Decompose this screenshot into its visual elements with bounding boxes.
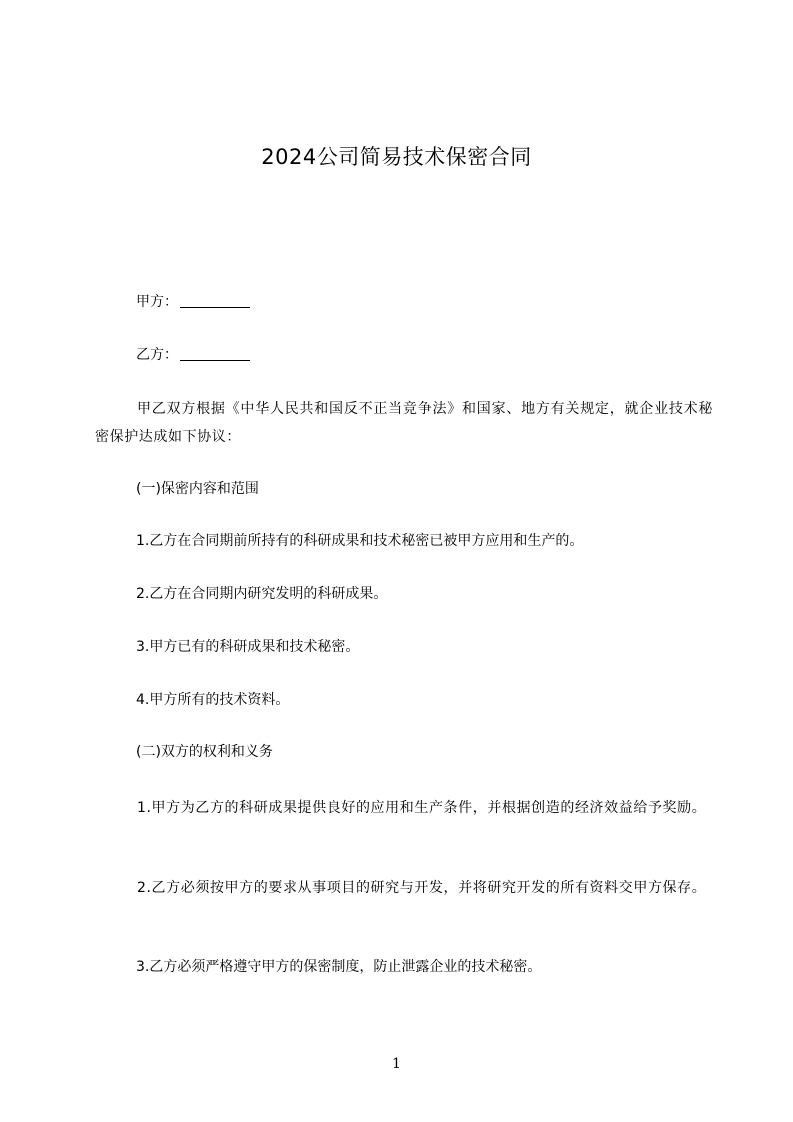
section2-heading: (二)双方的权利和义务 xyxy=(136,744,273,760)
party-a-label: 甲方： xyxy=(136,294,178,310)
section1-heading: (一)保密内容和范围 xyxy=(136,481,259,497)
party-a-blank xyxy=(180,293,250,308)
party-a-line xyxy=(136,292,250,312)
section1-item: 4.甲方所有的技术资料。 xyxy=(136,692,290,708)
section1-item: 2.乙方在合同期内研究发明的科研成果。 xyxy=(136,586,388,602)
section2-item: 2.乙方必须按甲方的要求从事项目的研究与开发，并将研究开发的所有资料交甲方保存。 xyxy=(137,880,707,896)
party-b-line xyxy=(136,345,250,365)
document-title: 2024公司简易技术保密合同 xyxy=(261,145,532,169)
intro-paragraph: 甲乙双方根据《中华人民共和国反不正当竞争法》和国家、地方有关规定，就企业技术秘密保护达成如下协议： xyxy=(95,401,713,445)
section2-item: 3.乙方必须严格遵守甲方的保密制度，防止泄露企业的技术秘密。 xyxy=(136,959,542,975)
section2-item: 1.甲方为乙方的科研成果提供良好的应用和生产条件，并根据创造的经济效益给予奖励。 xyxy=(137,800,707,816)
party-b-label: 乙方： xyxy=(136,347,178,363)
section1-item: 3.甲方已有的科研成果和技术秘密。 xyxy=(136,639,360,655)
page-number: 1 xyxy=(392,1056,401,1072)
section1-item: 1.乙方在合同期前所持有的科研成果和技术秘密已被甲方应用和生产的。 xyxy=(136,533,584,549)
party-b-blank xyxy=(180,346,250,361)
